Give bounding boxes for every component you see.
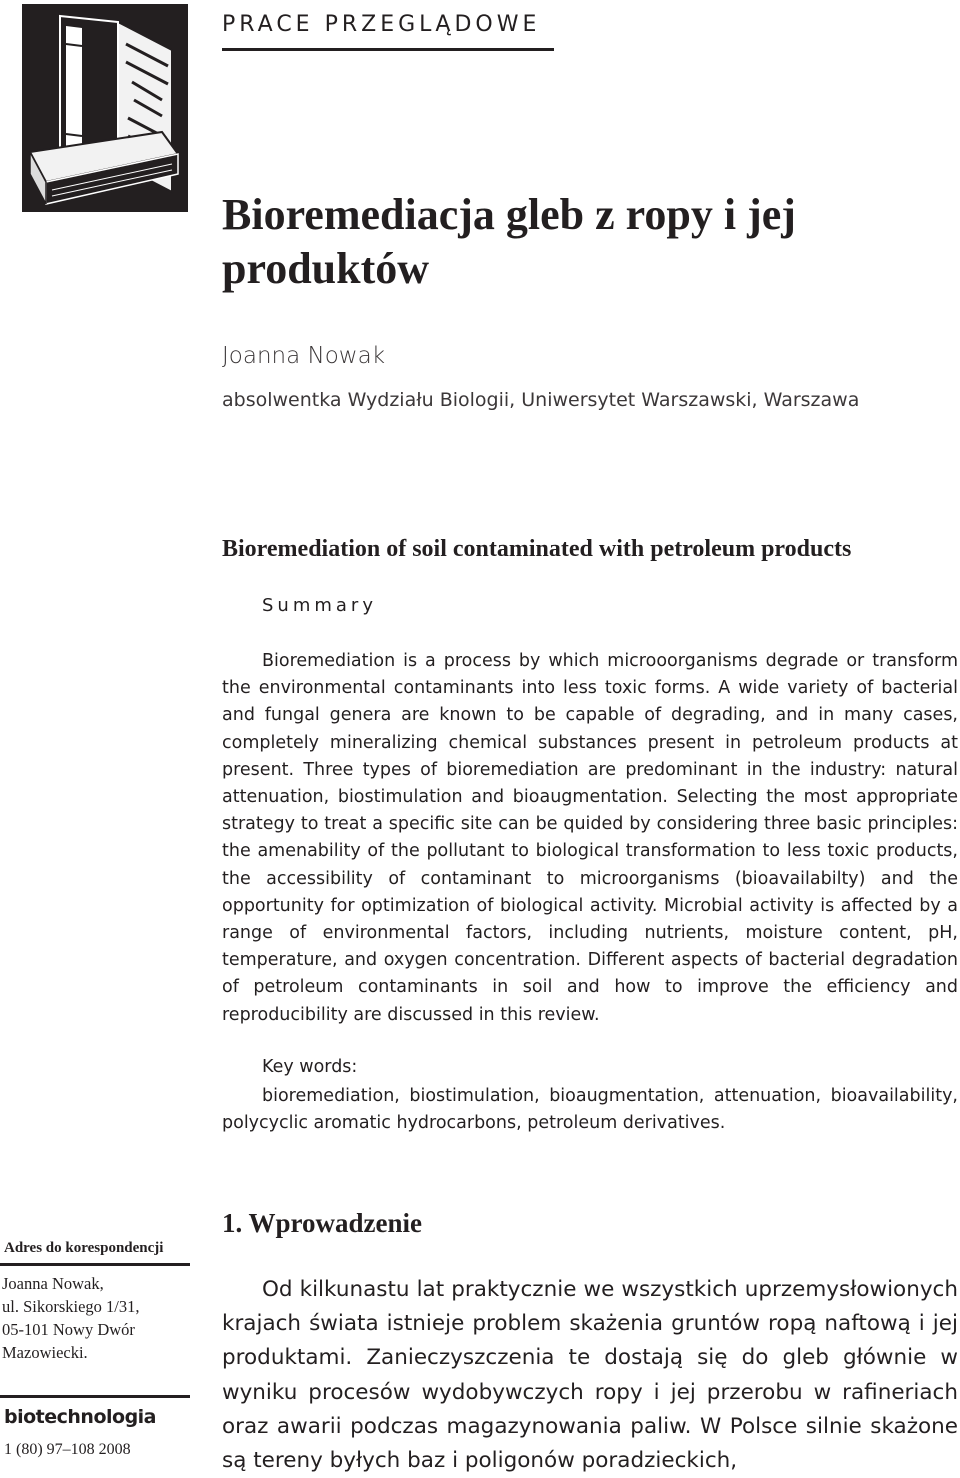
address-line: Joanna Nowak,: [2, 1274, 104, 1293]
correspondence-rule: [0, 1263, 190, 1266]
address-line: Mazowiecki.: [2, 1343, 88, 1362]
address-line: 05-101 Nowy Dwór: [2, 1320, 135, 1339]
section-rule: [222, 48, 554, 51]
correspondence-heading: Adres do korespondencji: [4, 1240, 164, 1256]
article-title: Bioremediacja gleb z ropy i jej produktów: [222, 190, 796, 293]
english-title: Bioremediation of soil contaminated with petroleum products: [222, 536, 852, 562]
key-words-text: bioremediation, biostimulation, bioaugmentation, attenuation, bioavailability, polycyclic aromatic hydrocarbons, petroleum derivatives.: [222, 1086, 958, 1134]
author-name: Joanna Nowak: [222, 343, 386, 369]
journal-name: biotechnologia: [4, 1406, 157, 1428]
correspondence-address: [2, 1272, 140, 1364]
author-affiliation: absolwentka Wydziału Biologii, Uniwersytet Warszawski, Warszawa: [222, 389, 860, 411]
summary-label: Summary: [262, 595, 377, 616]
section-heading: 1. Wprowadzenie: [222, 1208, 423, 1238]
body-paragraph: Od kilkunastu lat praktycznie we wszystkich uprzemysłowionych krajach świata istnieje problem skażenia gruntów ropą naftową i jej produktami. Zanieczyszczenia te dostają się do gleb głównie w wyniku procesów wydobywczych ropy i jej przerobu w rafineriach oraz awarii podczas magazynowania paliw. W Polsce silnie skażone są tereny byłych baz i poligonów poradzieckich,: [222, 1277, 958, 1474]
key-words-label: Key words:: [262, 1057, 358, 1077]
address-line: ul. Sikorskiego 1/31,: [2, 1297, 140, 1316]
journal-issue: 1 (80) 97–108 2008: [4, 1441, 131, 1458]
books-logo-image: [22, 4, 188, 212]
section-label: PRACE PRZEGLĄDOWE: [222, 12, 541, 37]
journal-rule: [0, 1395, 190, 1398]
summary-text: Bioremediation is a process by which microoorganisms degrade or transform the environmental contaminants into less toxic forms. A wide variety of bacterial and fungal genera are known to be capable of degrading, and in many cases, completely mineralizing chemical substances present in petroleum products at present. Three types of bioremediation are predominant in the industry: natural attenuation, biostimulation and bioaugmentation. Selecting the most appropriate strategy to treat a specific site can be quided by considering three basic principles: the amenability of the pollutant to biological transformation to less toxic products, the accessibility of contaminant to microorganisms (bioavailabilty) and the opportunity for optimization of biological activity. Microbial activity is affected by a range of environmental factors, including nutrients, moisture content, pH, temperature, and oxygen concentration. Different aspects of bacterial degradation of petroleum contaminants in soil and how to improve the efficiency and reproducibility are discussed in this review.: [222, 651, 958, 1025]
